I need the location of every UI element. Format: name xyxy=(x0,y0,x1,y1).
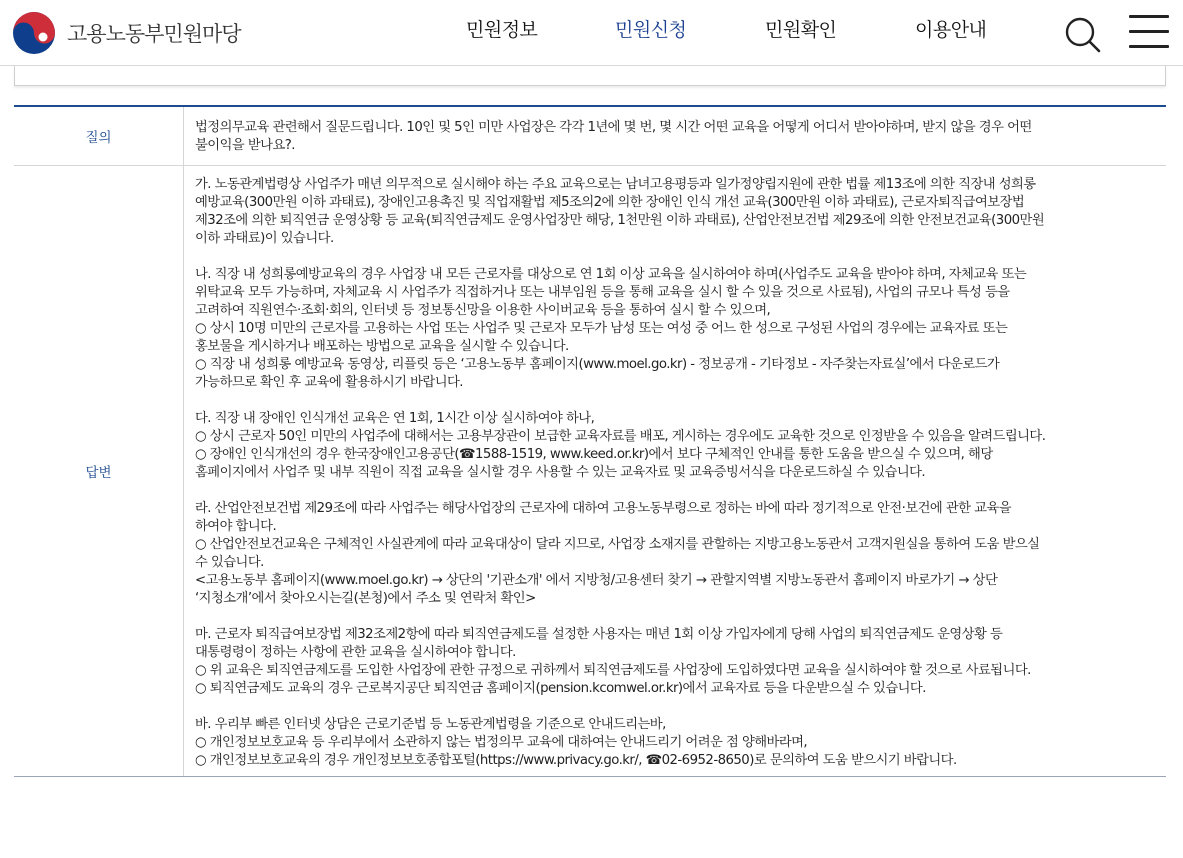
question-line: 불이익을 받나요?. xyxy=(195,138,295,153)
answer-paragraph xyxy=(195,266,1158,392)
answer-line: ○ 직장 내 성희롱 예방교육 동영상, 리플릿 등은 ‘고용노동부 홈페이지(www.moel.go.kr) - 정보공개 - 기타정보 - 자주찾는자료실’에서 다운로드가 xyxy=(195,357,1000,372)
taegeuk-emblem-icon xyxy=(12,11,56,55)
answer-line: 가능하므로 확인 후 교육에 활용하시기 바랍니다. xyxy=(195,375,463,390)
answer-line: 위탁교육 모두 가능하며, 자체교육 시 사업주가 직접하거나 또는 내부임원 등을 통해 교육을 실시 할 수 있을 것으로 사료됨), 사업의 규모나 특성 등을 xyxy=(195,285,1010,300)
answer-line: ○ 상시 10명 미만의 근로자를 고용하는 사업 또는 사업주 및 근로자 모두가 남성 또는 여성 중 어느 한 성으로 구성된 사업의 경우에는 교육자료 또는 xyxy=(195,321,1008,336)
question-label: 질의 xyxy=(14,107,184,165)
answer-line: ○ 개인정보보호교육 등 우리부에서 소관하지 않는 법정의무 교육에 대하여는 안내드리기 어려운 점 양해바라며, xyxy=(195,735,808,750)
answer-line: 나. 직장 내 성희롱예방교육의 경우 사업장 내 모든 근로자를 대상으로 연 1회 이상 교육을 실시하여야 하며(사업주도 교육을 받아야 하며, 자체교육 또는 xyxy=(195,267,1027,282)
answer-line: ‘지청소개’에서 찾아오시는길(본청)에서 주소 및 연락처 확인> xyxy=(195,591,536,606)
answer-line: ○ 퇴직연금제도 교육의 경우 근로복지공단 퇴직연금 홈페이지(pension.kcomwel.or.kr)에서 교육자료 등을 다운받으실 수 있습니다. xyxy=(195,681,926,696)
answer-line: 하여야 합니다. xyxy=(195,519,277,534)
menu-bar xyxy=(1129,15,1169,18)
nav-item-check[interactable]: 민원확인 xyxy=(765,19,837,41)
answer-paragraph xyxy=(195,500,1158,608)
question-line: 법정의무교육 관련해서 질문드립니다. 10인 및 5인 미만 사업장은 각각 1년에 몇 번, 몇 시간 어떤 교육을 어떻게 어디서 받아야하며, 받지 않을 경우 어떤 xyxy=(195,120,1032,135)
qa-table xyxy=(14,105,1166,777)
menu-bar xyxy=(1129,30,1169,33)
answer-line: <고용노동부 홈페이지(www.moel.go.kr) → 상단의 '기관소개' 에서 지방청/고용센터 찾기 → 관할지역별 지방노동관서 홈페이지 바로가기 → 상단 xyxy=(195,573,998,588)
search-button[interactable] xyxy=(1063,14,1103,54)
site-header xyxy=(0,0,1183,66)
site-logo[interactable] xyxy=(12,11,241,55)
answer-line: 가. 노동관계법령상 사업주가 매년 의무적으로 실시해야 하는 주요 교육으로는 남녀고용평등과 일가정양립지원에 관한 법률 제13조에 의한 직장내 성희롱 xyxy=(195,177,1036,192)
answer-line: 제32조에 의한 퇴직연금 운영상황 등 교육(퇴직연금제도 운영사업장만 해당, 1천만원 이하 과태료), 산업안전보건법 제29조에 의한 안전보건교육(300만원 xyxy=(195,213,1045,228)
nav-item-info[interactable]: 민원정보 xyxy=(466,19,538,41)
question-content xyxy=(184,107,1166,165)
nav-item-guide[interactable]: 이용안내 xyxy=(915,19,987,41)
answer-line: ○ 장애인 인식개선의 경우 한국장애인고용공단(☎1588-1519, www.keed.or.kr)에서 보다 구체적인 안내를 통한 도움을 받으실 수 있으며, 해당 xyxy=(195,447,993,462)
answer-line: 이하 과태료)이 있습니다. xyxy=(195,231,334,246)
hamburger-menu-icon[interactable] xyxy=(1129,15,1169,49)
answer-row xyxy=(14,166,1166,776)
answer-line: 마. 근로자 퇴직급여보장법 제32조제2항에 따라 퇴직연금제도를 설정한 사용자는 매년 1회 이상 가입자에게 당해 사업의 퇴직연금제도 운영상황 등 xyxy=(195,627,1003,642)
answer-content xyxy=(184,166,1166,776)
answer-line: 바. 우리부 빠른 인터넷 상담은 근로기준법 등 노동관계법령을 기준으로 안내드리는바, xyxy=(195,717,666,732)
previous-content-box xyxy=(14,66,1166,86)
answer-paragraph xyxy=(195,176,1158,248)
answer-label: 답변 xyxy=(14,166,184,776)
answer-paragraph xyxy=(195,626,1158,698)
answer-paragraph xyxy=(195,716,1158,770)
nav-item-apply[interactable]: 민원신청 xyxy=(615,19,687,41)
answer-line: ○ 상시 근로자 50인 미만의 사업주에 대해서는 고용부장관이 보급한 교육자료를 배포, 게시하는 경우에도 교육한 것으로 인정받을 수 있음을 알려드립니다. xyxy=(195,429,1046,444)
answer-line: 다. 직장 내 장애인 인식개선 교육은 연 1회, 1시간 이상 실시하여야 하나, xyxy=(195,411,595,426)
answer-paragraph xyxy=(195,410,1158,482)
question-row xyxy=(14,107,1166,166)
answer-line: 예방교육(300만원 이하 과태료), 장애인고용촉진 및 직업재활법 제5조의2에 의한 장애인 인식 개선 교육(300만원 이하 과태료), 근로자퇴직급여보장법 xyxy=(195,195,1025,210)
answer-line: 대통령령이 정하는 사항에 관한 교육을 실시하여야 합니다. xyxy=(195,645,516,660)
answer-line: ○ 위 교육은 퇴직연금제도를 도입한 사업장에 관한 규정으로 귀하께서 퇴직연금제도를 사업장에 도입하였다면 교육을 실시하여야 할 것으로 사료됩니다. xyxy=(195,663,1031,678)
logo-text: 고용노동부민원마당 xyxy=(67,22,241,46)
answer-line: 수 있습니다. xyxy=(195,555,264,570)
search-icon xyxy=(1063,14,1103,54)
answer-line: 홈페이지에서 사업주 및 내부 직원이 직접 교육을 실시할 경우 사용할 수 있는 교육자료 및 교육증빙서식을 다운로드하실 수 있습니다. xyxy=(195,465,926,480)
answer-line: ○ 개인정보보호교육의 경우 개인정보보호종합포털(https://www.privacy.go.kr/, ☎02-6952-8650)로 문의하여 도움 받으시기 바랍니다. xyxy=(195,753,957,768)
answer-line: 홍보물을 게시하거나 배포하는 방법으로 교육을 실시할 수 있습니다. xyxy=(195,339,569,354)
answer-line: ○ 산업안전보건교육은 구체적인 사실관계에 따라 교육대상이 달라 지므로, 사업장 소재지를 관할하는 지방고용노동관서 고객지원실을 통하여 도움 받으실 xyxy=(195,537,1040,552)
answer-line: 라. 산업안전보건법 제29조에 따라 사업주는 해당사업장의 근로자에 대하여 고용노동부령으로 정하는 바에 따라 정기적으로 안전·보건에 관한 교육을 xyxy=(195,501,1012,516)
menu-bar xyxy=(1129,45,1169,48)
answer-line: 고려하여 직원연수·조회·회의, 인터넷 등 정보통신망을 이용한 사이버교육 등을 통하여 실시 할 수 있으며, xyxy=(195,303,771,318)
